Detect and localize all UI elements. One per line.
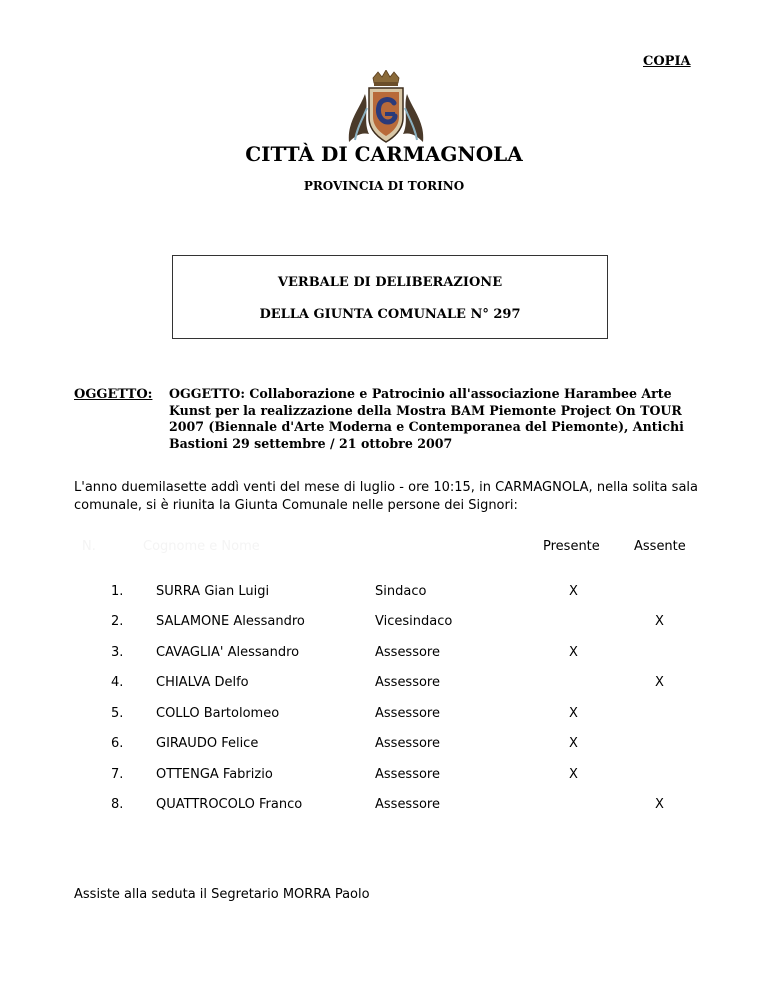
member-number: 3. xyxy=(111,645,124,660)
member-role: Assessore xyxy=(375,706,440,721)
secretary-line: Assiste alla seduta il Segretario MORRA Paolo xyxy=(74,887,370,902)
member-name: COLLO Bartolomeo xyxy=(156,706,280,721)
city-name: CITTÀ DI CARMAGNOLA xyxy=(245,142,523,166)
table-row xyxy=(0,797,768,817)
province-name: PROVINCIA DI TORINO xyxy=(303,179,465,193)
member-number: 8. xyxy=(111,797,124,812)
title-line-1: VERBALE DI DELIBERAZIONE xyxy=(277,275,503,290)
member-number: 1. xyxy=(111,584,124,599)
header-absent: Assente xyxy=(634,539,686,554)
member-role: Assessore xyxy=(375,767,440,782)
member-role: Vicesindaco xyxy=(375,614,453,629)
absent-mark: X xyxy=(655,797,664,812)
member-role: Assessore xyxy=(375,645,440,660)
table-row xyxy=(0,584,768,604)
member-role: Assessore xyxy=(375,797,440,812)
header-name: Cognome e Nome xyxy=(143,539,260,554)
table-row xyxy=(0,675,768,695)
table-row xyxy=(0,706,768,726)
table-row xyxy=(0,767,768,787)
member-role: Sindaco xyxy=(375,584,427,599)
member-name: GIRAUDO Felice xyxy=(156,736,259,751)
member-name: QUATTROCOLO Franco xyxy=(156,797,303,812)
present-mark: X xyxy=(569,767,578,782)
member-number: 4. xyxy=(111,675,124,690)
intro-paragraph: L'anno duemilasette addì venti del mese di luglio - ore 10:15, in CARMAGNOLA, nella solita sala comunale, si è riunita la Giunta Comunale nelle persone dei Signori: xyxy=(74,480,698,513)
member-name: SURRA Gian Luigi xyxy=(156,584,270,599)
member-number: 7. xyxy=(111,767,124,782)
member-number: 5. xyxy=(111,706,124,721)
subject-text: OGGETTO: Collaborazione e Patrocinio all'associazione Harambee Arte Kunst per la realizzazione della Mostra BAM Piemonte Project On TOUR 2007 (Biennale d'Arte Moderna e Contemporanea del Piemonte), Antichi Bastioni 29 settembre / 21 ottobre 2007 xyxy=(169,386,684,451)
header-number: N. xyxy=(82,539,96,554)
member-name: OTTENGA Fabrizio xyxy=(156,767,273,782)
present-mark: X xyxy=(569,645,578,660)
absent-mark: X xyxy=(655,675,664,690)
member-name: CAVAGLIA' Alessandro xyxy=(156,645,300,660)
absent-mark: X xyxy=(655,614,664,629)
table-row xyxy=(0,736,768,756)
city-crest-logo xyxy=(345,70,427,150)
present-mark: X xyxy=(569,584,578,599)
member-name: SALAMONE Alessandro xyxy=(156,614,305,629)
present-mark: X xyxy=(569,706,578,721)
table-row xyxy=(0,614,768,634)
present-mark: X xyxy=(569,736,578,751)
title-box xyxy=(172,255,608,339)
subject-label: OGGETTO: xyxy=(74,387,153,402)
member-number: 2. xyxy=(111,614,124,629)
title-line-2: DELLA GIUNTA COMUNALE N° 297 xyxy=(259,307,521,322)
table-row xyxy=(0,645,768,665)
member-role: Assessore xyxy=(375,675,440,690)
member-name: CHIALVA Delfo xyxy=(156,675,249,690)
member-role: Assessore xyxy=(375,736,440,751)
member-number: 6. xyxy=(111,736,124,751)
header-present: Presente xyxy=(543,539,600,554)
copy-mark: COPIA xyxy=(643,54,691,69)
